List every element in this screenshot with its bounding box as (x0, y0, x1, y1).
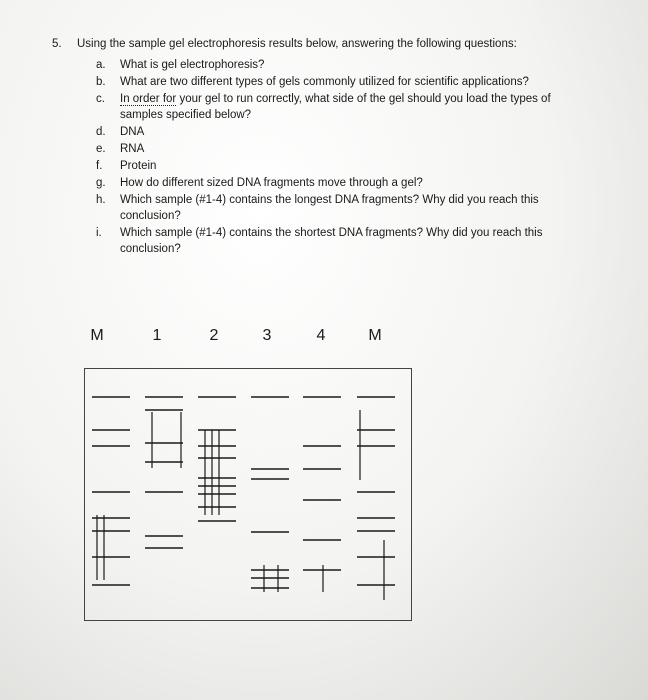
sub-question-e: e. RNA (96, 143, 145, 155)
sub-question-i: i. Which sample (#1-4) contains the shortest DNA fragments? Why did you reach this conclusion? (96, 227, 543, 255)
lane-label-1: 1 (152, 327, 162, 344)
sub-question-g: g. How do different sized DNA fragments move through a gel? (96, 177, 423, 189)
lane-label-2: 2 (209, 327, 219, 344)
underlined-phrase: In order for (120, 93, 177, 105)
sub-question-f: f. Protein (96, 160, 157, 172)
sub-question-c: c. In order for your gel to run correctly, what side of the gel should you load the types of samples specified below? (96, 93, 551, 121)
sub-question-h: h. Which sample (#1-4) contains the longest DNA fragments? Why did you reach this conclusion? (96, 194, 539, 222)
sub-question-a: a. What is gel electrophoresis? (96, 59, 265, 71)
sub-question-d: d. DNA (96, 126, 145, 138)
lane-label-3: 3 (262, 327, 272, 344)
lane-label-marker-left: M (90, 327, 104, 344)
sub-question-b: b. What are two different types of gels commonly utilized for scientific applications? (96, 76, 529, 88)
lane-label-marker-right: M (368, 327, 382, 344)
question-prompt: Using the sample gel electrophoresis results below, answering the following questions: (77, 38, 517, 50)
lane-label-4: 4 (316, 327, 326, 344)
question-number: 5. (52, 38, 62, 50)
